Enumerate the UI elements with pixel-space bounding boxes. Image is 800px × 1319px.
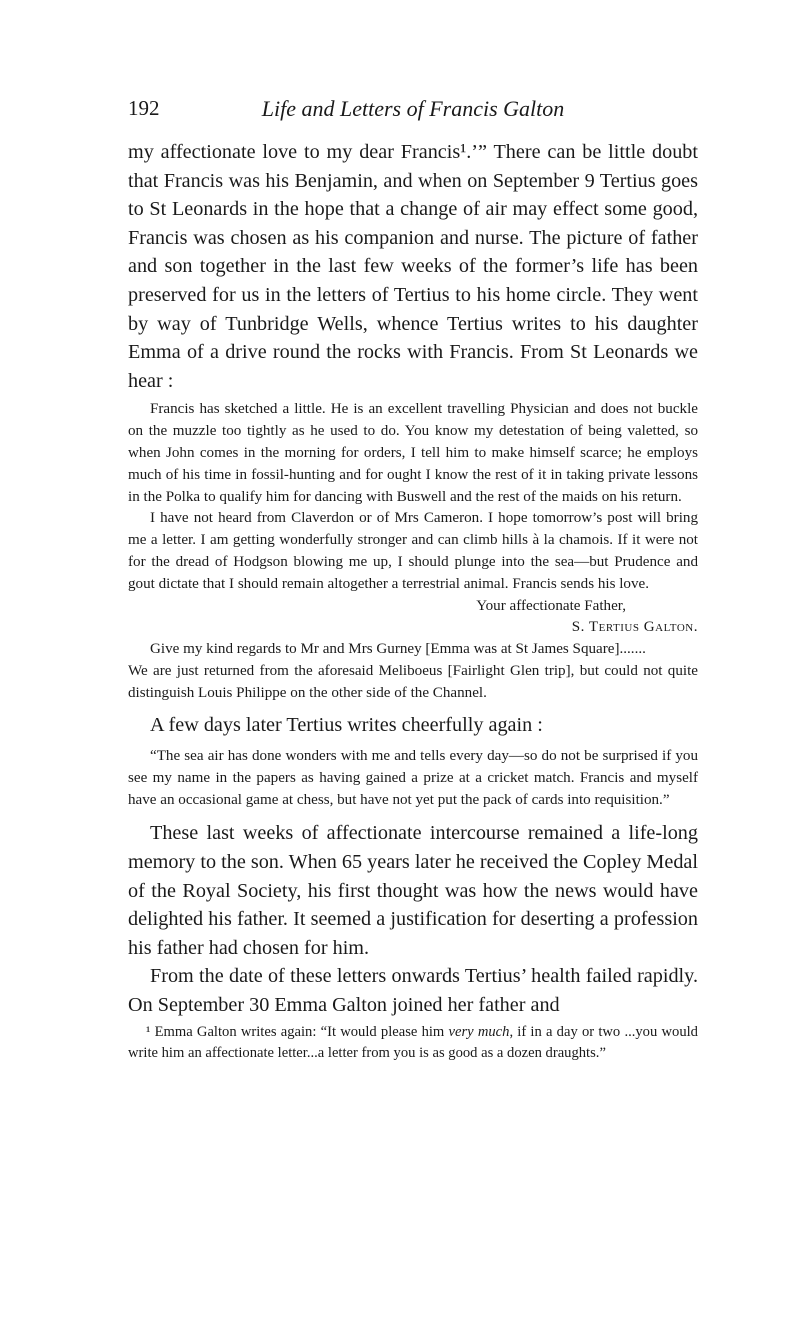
page-number: 192: [128, 96, 160, 120]
footnote: [128, 1022, 698, 1064]
letter-paragraph-2: I have not heard from Claverdon or of Mrs Cameron. I hope tomorrow’s post will bring me a letter. I am getting wonderfully stronger and can climb hills à la chamois. If it were not for the dread of Hodgson blowing me up, I should plunge into the sea—but Prudence and gout dictate that I should remain altogether a terrestrial animal. Francis sends his love.: [128, 510, 698, 592]
letter-closing: Your affectionate Father,: [476, 597, 626, 614]
letter-postscript-2: We are just returned from the aforesaid Meliboeus [Fairlight Glen trip], but could not quite distinguish Louis Philippe on the other side of the Channel.: [128, 662, 698, 701]
letter-extract: [128, 399, 698, 704]
page-body: [128, 138, 698, 1064]
letter-postscript-1: Give my kind regards to Mr and Mrs Gurney [Emma was at St James Square].......: [150, 641, 646, 658]
quote-paragraph: “The sea air has done wonders with me and tells every day—so do not be surprised if you see my name in the papers as having gained a prize at a cricket match. Francis and myself have an occasional game at chess, but have not yet put the pack of cards into requisition.”: [128, 748, 698, 808]
footnote-text-after: , if in a day or two ...you would write him an affectionate letter...a letter from you is as good as a dozen draughts.”: [128, 1023, 698, 1061]
footnote-text-before: Emma Galton writes again: “It would please him: [154, 1023, 449, 1040]
paragraph-4: From the date of these letters onwards Tertius’ health failed rapidly. On September 30 Emma Galton joined her father and: [128, 965, 698, 1017]
footnote-emphasis: very much: [448, 1023, 510, 1040]
letter-signature: S. Tertius Galton.: [571, 619, 698, 636]
paragraph-2: A few days later Tertius writes cheerfully again :: [150, 713, 543, 736]
running-header: [128, 96, 698, 130]
paragraph-1: my affectionate love to my dear Francis¹.’” There can be little doubt that Francis was his Benjamin, and when on September 9 Tertius goes to St Leonards in the hope that a change of air may effect some good, Francis was chosen as his companion and nurse. The picture of father and son together in the last few weeks of the former’s life has been preserved for us in the letters of Tertius to his home circle. They went by way of Tunbridge Wells, whence Tertius writes to his daughter Emma of a drive round the rocks with Francis. From St Leonards we hear :: [128, 141, 698, 392]
running-title: Life and Letters of Francis Galton: [261, 96, 565, 121]
paragraph-3: These last weeks of affectionate intercourse remained a life-long memory to the son. When 65 years later he received the Copley Medal of the Royal Society, his first thought was how the news would have delighted his father. It seemed a justification for deserting a profession his father had chosen for him.: [128, 822, 698, 959]
footnote-marker: ¹: [146, 1023, 151, 1040]
letter-paragraph-1: Francis has sketched a little. He is an excellent travelling Physician and does not buckle on the muzzle too tightly as he used to do. You know my detestation of being valetted, so when John comes in the morning for orders, I tell him to make himself scarce; he employs much of his time in fossil-hunting and for ought I know the rest of it in taking private lessons in the Polka to qualify him for dancing with Buswell and the rest of the maids on his return.: [128, 401, 698, 505]
